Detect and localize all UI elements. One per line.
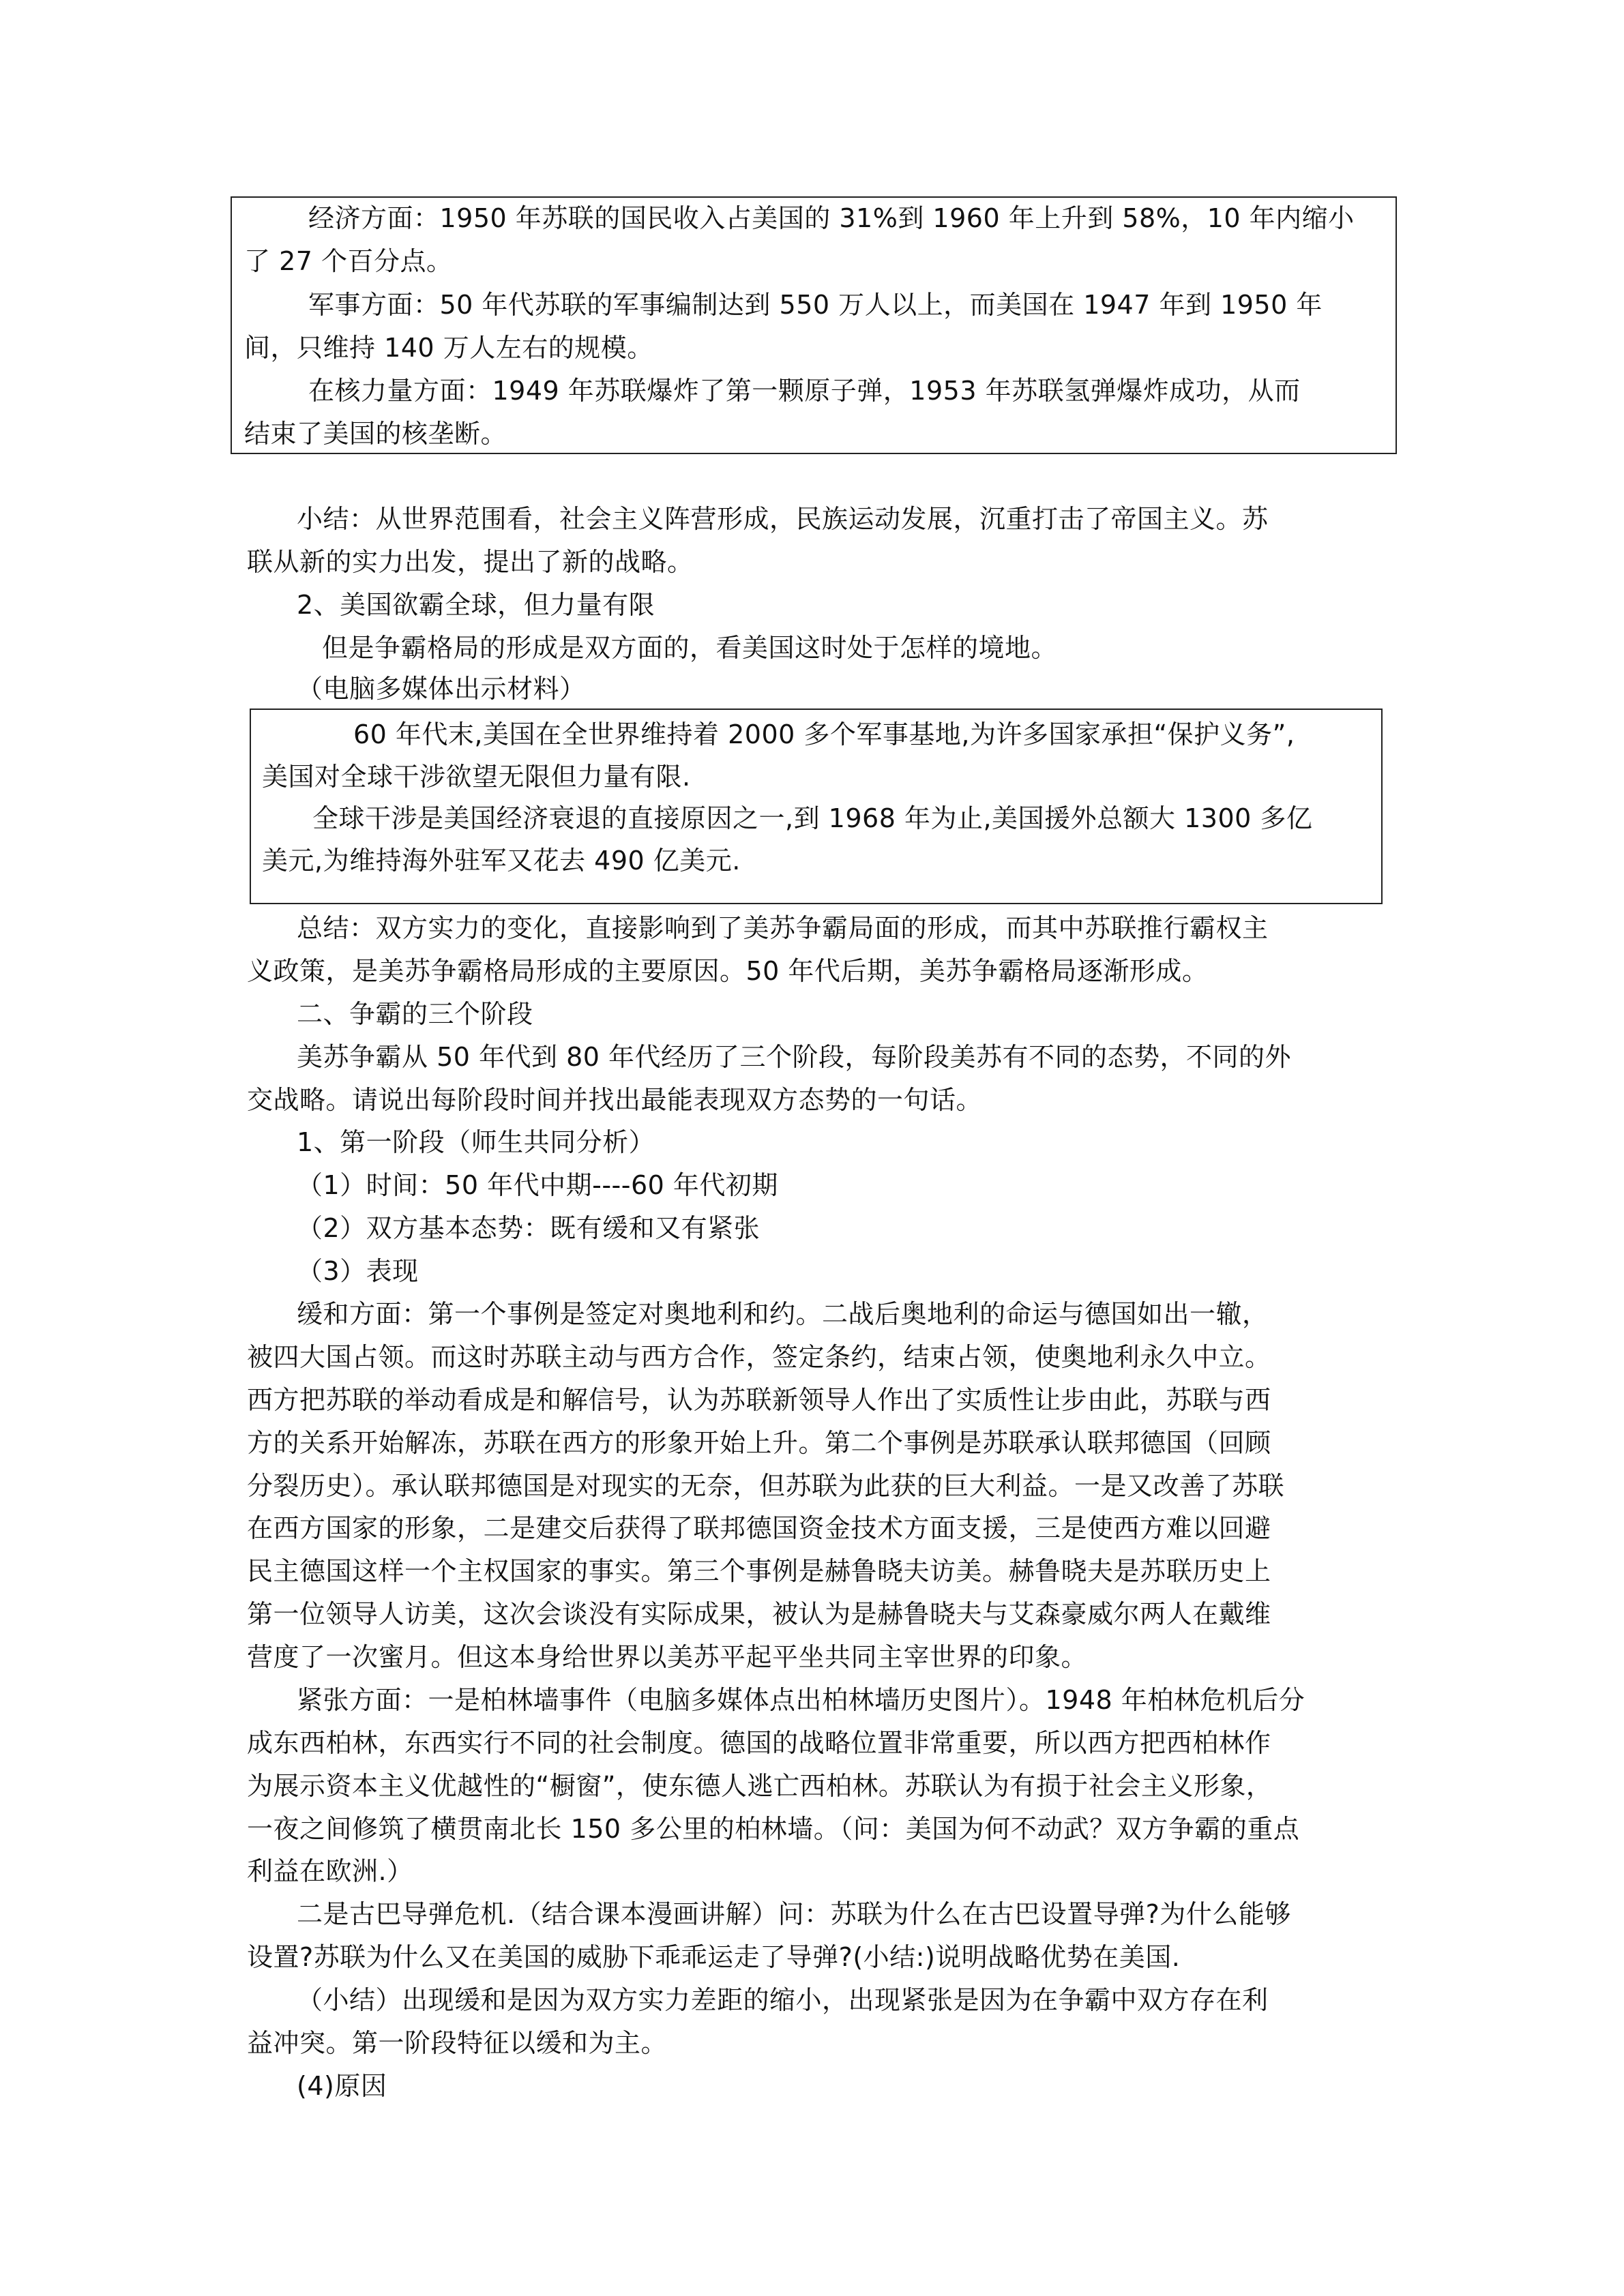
multimedia-note: （电脑多媒体出示材料） [297, 674, 586, 704]
box1-line: 间，只维持 140 万人左右的规模。 [244, 333, 653, 363]
box2-line: 60 年代末,美国在全世界维持着 2000 多个军事基地,为许多国家承担“保护义务”, [353, 719, 1295, 749]
list-item-time: （1）时间：50 年代中期----60 年代初期 [297, 1170, 778, 1200]
paragraph-line: 利益在欧洲.） [247, 1856, 413, 1886]
box1-line: 军事方面：50 年代苏联的军事编制达到 550 万人以上，而美国在 1947 年到 1950 年 [308, 290, 1323, 320]
box1-line: 在核力量方面：1949 年苏联爆炸了第一颗原子弹，1953 年苏联氢弹爆炸成功，从而 [308, 376, 1301, 406]
paragraph-line: 成东西柏林，东西实行不同的社会制度。德国的战略位置非常重要，所以西方把西柏林作 [247, 1728, 1271, 1758]
paragraph-line: 第一位领导人访美，这次会谈没有实际成果，被认为是赫鲁晓夫与艾森豪威尔两人在戴维 [247, 1599, 1271, 1629]
paragraph-line: 益冲突。第一阶段特征以缓和为主。 [247, 2028, 668, 2058]
section-heading-three-stages: 二、争霸的三个阶段 [297, 999, 533, 1029]
subheading-first-stage: 1、第一阶段（师生共同分析） [297, 1127, 655, 1157]
paragraph-line: 但是争霸格局的形成是双方面的，看美国这时处于怎样的境地。 [322, 633, 1058, 663]
subheading-us-hegemony: 2、美国欲霸全球，但力量有限 [297, 590, 655, 620]
paragraph-line: 在西方国家的形象，二是建交后获得了联邦德国资金技术方面支援，三是使西方难以回避 [247, 1513, 1271, 1543]
summary-line: 联从新的实力出发，提出了新的战略。 [247, 547, 694, 577]
paragraph-line: 设置?苏联为什么又在美国的威胁下乖乖运走了导弹?(小结:)说明战略优势在美国. [247, 1942, 1181, 1972]
box1-line: 结束了美国的核垄断。 [244, 419, 507, 449]
conclusion-line: 总结：双方实力的变化，直接影响到了美苏争霸局面的形成，而其中苏联推行霸权主 [297, 913, 1269, 943]
paragraph-line: （小结）出现缓和是因为双方实力差距的缩小，出现紧张是因为在争霸中双方存在利 [297, 1985, 1269, 2015]
paragraph-line: 为展示资本主义优越性的“橱窗”，使东德人逃亡西柏林。苏联认为有损于社会主义形象， [247, 1771, 1273, 1801]
paragraph-line: 营度了一次蜜月。但这本身给世界以美苏平起平坐共同主宰世界的印象。 [247, 1642, 1088, 1672]
paragraph-line: 缓和方面：第一个事例是签定对奥地利和约。二战后奥地利的命运与德国如出一辙， [297, 1299, 1269, 1329]
list-item-manifestation: （3）表现 [297, 1256, 419, 1286]
paragraph-line: 方的关系开始解冻，苏联在西方的形象开始上升。第二个事例是苏联承认联邦德国（回顾 [247, 1428, 1271, 1458]
paragraph-line: 一夜之间修筑了横贯南北长 150 多公里的柏林墙。（问：美国为何不动武？双方争霸的重点 [247, 1814, 1300, 1844]
box1-line: 经济方面：1950 年苏联的国民收入占美国的 31%到 1960 年上升到 58%，10 年内缩小 [308, 203, 1355, 233]
box2-line: 美国对全球干涉欲望无限但力量有限. [262, 762, 691, 792]
paragraph-line: 美苏争霸从 50 年代到 80 年代经历了三个阶段，每阶段美苏有不同的态势，不同的外 [297, 1042, 1292, 1072]
box2-line: 美元,为维持海外驻军又花去 490 亿美元. [262, 846, 741, 876]
paragraph-line: 交战略。请说出每阶段时间并找出最能表现双方态势的一句话。 [247, 1085, 983, 1115]
paragraph-line: 二是古巴导弹危机.（结合课本漫画讲解）问：苏联为什么在古巴设置导弹?为什么能够 [297, 1899, 1291, 1929]
conclusion-line: 义政策，是美苏争霸格局形成的主要原因。50 年代后期，美苏争霸格局逐渐形成。 [247, 956, 1209, 986]
list-item-posture: （2）双方基本态势：既有缓和又有紧张 [297, 1213, 761, 1243]
summary-line: 小结：从世界范围看，社会主义阵营形成，民族运动发展，沉重打击了帝国主义。苏 [297, 504, 1269, 534]
paragraph-line: 西方把苏联的举动看成是和解信号，认为苏联新领导人作出了实质性让步由此，苏联与西 [247, 1385, 1271, 1415]
box1-line: 了 27 个百分点。 [244, 246, 453, 276]
box2-line: 全球干涉是美国经济衰退的直接原因之一,到 1968 年为止,美国援外总额大 1300 多亿 [312, 803, 1313, 833]
paragraph-line: 民主德国这样一个主权国家的事实。第三个事例是赫鲁晓夫访美。赫鲁晓夫是苏联历史上 [247, 1556, 1271, 1586]
paragraph-line: 分裂历史）。承认联邦德国是对现实的无奈，但苏联为此获的巨大利益。一是又改善了苏联 [247, 1471, 1285, 1501]
paragraph-line: 紧张方面：一是柏林墙事件（电脑多媒体点出柏林墙历史图片）。1948 年柏林危机后分 [297, 1685, 1305, 1715]
paragraph-line: 被四大国占领。而这时苏联主动与西方合作，签定条约，结束占领，使奥地利永久中立。 [247, 1342, 1271, 1372]
list-item-reason: (4)原因 [297, 2071, 387, 2101]
